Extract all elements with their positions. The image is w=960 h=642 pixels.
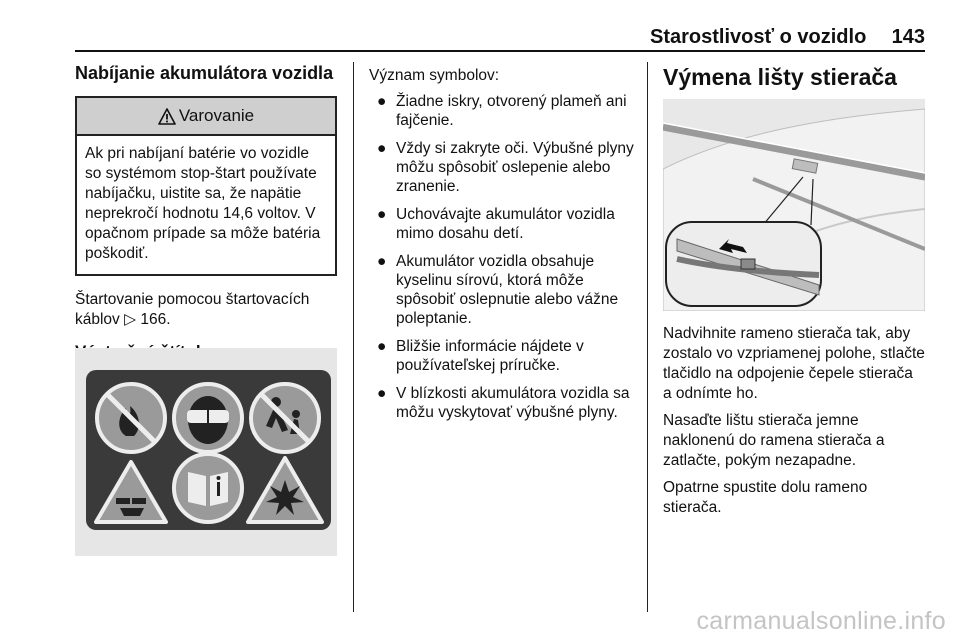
list-item: ● Vždy si zakryte oči. Výbušné plyny môžu spôsobiť oslepenie alebo zranenie.	[377, 140, 634, 195]
wiper-instructions	[663, 324, 925, 525]
symbols-list	[369, 92, 634, 422]
release-button	[741, 259, 755, 269]
detail-inset	[666, 222, 821, 306]
symbols-intro: Význam symbolov:	[369, 67, 500, 84]
read-manual-icon	[174, 454, 242, 522]
explosive-gas-icon	[248, 458, 322, 522]
watermark: carmanualsonline.info	[696, 607, 946, 635]
instruction-paragraph: Opatrne spustite dolu rameno stierača.	[663, 479, 868, 516]
bullet-icon: ●	[377, 206, 387, 223]
bullet-icon: ●	[377, 385, 387, 402]
page-header	[75, 22, 925, 52]
list-item: ● Akumulátor vozidla obsahuje kyselinu sírovú, ktorá môže spôsobiť oslepnutie alebo vážne poleptanie.	[377, 253, 619, 327]
jump-start-text: Štartovanie pomocou štartovacích káblov	[75, 291, 310, 328]
no-fire-icon	[97, 384, 165, 452]
middle-column	[369, 66, 634, 431]
left-column	[75, 62, 337, 362]
section-title-battery-charging: Nabíjanie akumulátora vozidla	[75, 63, 334, 83]
page-reference-arrow-icon: ▷	[124, 311, 137, 328]
page-number: 143	[891, 26, 925, 48]
eye-protection-icon	[174, 384, 242, 452]
warning-label-plate	[86, 370, 331, 530]
chapter-title: Starostlivosť o vozidlo	[650, 26, 867, 48]
warning-heading: Varovanie	[178, 106, 255, 125]
bullet-icon: ●	[377, 93, 387, 110]
keep-away-children-icon	[251, 384, 319, 452]
wiper-blade-illustration	[663, 99, 925, 311]
warning-box	[75, 96, 337, 276]
right-column	[663, 62, 925, 516]
header-divider	[75, 50, 925, 52]
column-divider-2	[647, 62, 648, 612]
list-item: ● Bližšie informácie nájdete v používateľskej príručke.	[377, 338, 584, 374]
warning-text: Ak pri nabíjaní batérie vo vozidle so systémom stop-štart používate nabíjačku, uistite sa, že napätie neprekročí hodnotu 14,6 voltov. V opačnom prípade sa môže batéria poškodiť.	[85, 145, 321, 262]
wiper-section-title: Výmena lišty stierača	[663, 64, 897, 90]
warning-triangle-icon	[158, 108, 176, 125]
column-divider-1	[353, 62, 354, 612]
jump-start-page-ref[interactable]: 166.	[140, 311, 171, 328]
list-item: ● V blízkosti akumulátora vozidla sa môžu vyskytovať výbušné plyny.	[377, 385, 630, 421]
list-item: ● Žiadne iskry, otvorený plameň ani fajčenie.	[377, 93, 627, 129]
list-item: ● Uchovávajte akumulátor vozidla mimo dosahu detí.	[377, 206, 615, 242]
warning-header	[77, 98, 335, 136]
jump-start-reference	[75, 290, 337, 330]
bullet-icon: ●	[377, 253, 387, 270]
instruction-paragraph: Nasaďte lištu stierača jemne naklonenú do ramena stierača a zatlačte, pokým nezapadne.	[663, 412, 885, 469]
bullet-icon: ●	[377, 338, 387, 355]
corrosive-acid-icon	[96, 462, 166, 522]
battery-warning-label-figure	[75, 348, 337, 556]
instruction-paragraph: Nadvihnite rameno stierača tak, aby zostalo vo vzpriamenej polohe, stlačte tlačidlo na odpojenie čepele stierača a odnímte ho.	[663, 325, 925, 402]
bullet-icon: ●	[377, 140, 387, 157]
